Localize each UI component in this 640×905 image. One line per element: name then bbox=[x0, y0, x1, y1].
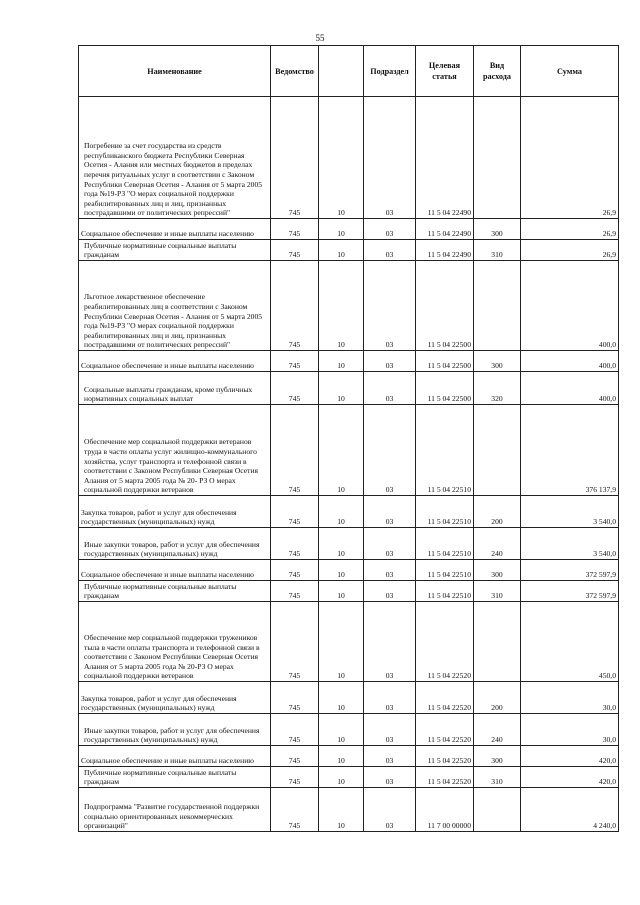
row-razdel: 10 bbox=[319, 714, 364, 746]
row-sum: 400,0 bbox=[521, 372, 619, 405]
row-razdel: 10 bbox=[319, 261, 364, 351]
row-sum: 26,9 bbox=[521, 219, 619, 240]
row-subsection: 03 bbox=[364, 405, 416, 496]
row-sum: 3 540,0 bbox=[521, 528, 619, 560]
row-razdel: 10 bbox=[319, 767, 364, 788]
row-target: 11 5 04 22490 bbox=[416, 219, 474, 240]
row-name: Социальные выплаты гражданам, кроме публичных нормативных социальных выплат bbox=[79, 372, 271, 405]
row-name: Иные закупки товаров, работ и услуг для обеспечения государственных (муниципальных) нужд bbox=[79, 528, 271, 560]
row-name: Обеспечение мер социальной поддержки ветеранов труда в части оплаты услуг жилищно-коммунального хозяйства, услуг транспорта и телефонной связи в соответствии с Законом Республики Северная Осетия Алания от 5 марта 2005 года № 20- РЗ О мерах социальной поддержки ветеранов bbox=[79, 405, 271, 496]
row-subsection: 03 bbox=[364, 528, 416, 560]
row-vid bbox=[474, 788, 521, 832]
row-dept: 745 bbox=[271, 682, 319, 714]
row-razdel: 10 bbox=[319, 496, 364, 528]
row-dept: 745 bbox=[271, 261, 319, 351]
row-dept: 745 bbox=[271, 97, 319, 219]
row-target: 11 5 04 22500 bbox=[416, 372, 474, 405]
table-row bbox=[79, 372, 619, 405]
row-subsection: 03 bbox=[364, 560, 416, 581]
row-name: Социальное обеспечение и иные выплаты населению bbox=[79, 219, 271, 240]
row-subsection: 03 bbox=[364, 714, 416, 746]
page-number: 55 bbox=[315, 33, 325, 43]
table-row bbox=[79, 97, 619, 219]
header-subsection: Подраздел bbox=[364, 46, 416, 97]
header-dept: Ведомство bbox=[271, 46, 319, 97]
row-subsection: 03 bbox=[364, 682, 416, 714]
table-row bbox=[79, 351, 619, 372]
row-vid: 320 bbox=[474, 372, 521, 405]
row-razdel: 10 bbox=[319, 560, 364, 581]
row-subsection: 03 bbox=[364, 602, 416, 682]
row-vid: 300 bbox=[474, 560, 521, 581]
row-subsection: 03 bbox=[364, 767, 416, 788]
row-vid bbox=[474, 261, 521, 351]
row-target: 11 5 04 22510 bbox=[416, 528, 474, 560]
row-dept: 745 bbox=[271, 581, 319, 602]
row-vid bbox=[474, 602, 521, 682]
row-dept: 745 bbox=[271, 496, 319, 528]
row-razdel: 10 bbox=[319, 240, 364, 261]
row-target: 11 5 04 22520 bbox=[416, 602, 474, 682]
row-target: 11 5 04 22510 bbox=[416, 560, 474, 581]
row-dept: 745 bbox=[271, 767, 319, 788]
table-body bbox=[79, 97, 619, 832]
row-razdel: 10 bbox=[319, 97, 364, 219]
row-vid: 300 bbox=[474, 219, 521, 240]
row-vid: 300 bbox=[474, 351, 521, 372]
header-razdel bbox=[319, 46, 364, 97]
row-dept: 745 bbox=[271, 788, 319, 832]
row-target: 11 5 04 22500 bbox=[416, 351, 474, 372]
row-name: Социальное обеспечение и иные выплаты населению bbox=[79, 560, 271, 581]
row-vid bbox=[474, 97, 521, 219]
row-target: 11 5 04 22500 bbox=[416, 261, 474, 351]
row-dept: 745 bbox=[271, 602, 319, 682]
row-target: 11 5 04 22490 bbox=[416, 240, 474, 261]
row-razdel: 10 bbox=[319, 351, 364, 372]
row-subsection: 03 bbox=[364, 372, 416, 405]
header-vid: Вид расхода bbox=[474, 46, 521, 97]
row-name: Погребение за счет государства из средств республиканского бюджета Республики Северная Осетия - Алания или местных бюджетов в пределах перечня ритуальных услуг в соответствии с Законом Республики Северная Осетия - Алания от 5 марта 2005 года №19-РЗ "О мерах социальной поддержки реабилитированных лиц и лиц, признанных пострадавшими от политических репрессий" bbox=[79, 97, 271, 219]
row-razdel: 10 bbox=[319, 682, 364, 714]
row-target: 11 5 04 22510 bbox=[416, 496, 474, 528]
row-razdel: 10 bbox=[319, 405, 364, 496]
row-name: Публичные нормативные социальные выплаты гражданам bbox=[79, 240, 271, 261]
row-razdel: 10 bbox=[319, 219, 364, 240]
row-target: 11 5 04 22520 bbox=[416, 714, 474, 746]
row-sum: 26,9 bbox=[521, 97, 619, 219]
row-sum: 400,0 bbox=[521, 351, 619, 372]
row-subsection: 03 bbox=[364, 581, 416, 602]
row-name: Закупка товаров, работ и услуг для обеспечения государственных (муниципальных) нужд bbox=[79, 682, 271, 714]
row-name: Публичные нормативные социальные выплаты гражданам bbox=[79, 767, 271, 788]
row-name: Подпрограмма "Развитие государственной поддержки социально ориентированных некоммерческих организаций" bbox=[79, 788, 271, 832]
row-sum: 420,0 bbox=[521, 767, 619, 788]
row-vid: 200 bbox=[474, 682, 521, 714]
row-target: 11 5 04 22490 bbox=[416, 97, 474, 219]
row-razdel: 10 bbox=[319, 746, 364, 767]
row-subsection: 03 bbox=[364, 219, 416, 240]
row-name: Льготное лекарственное обеспечение реабилитированных лиц в соответствии с Законом Республики Северная Осетия - Алания от 5 марта 2005 года №19-РЗ "О мерах социальной поддержки реабилитированных лиц и лиц, признанных пострадавшими от политических репрессий" bbox=[79, 261, 271, 351]
row-dept: 745 bbox=[271, 372, 319, 405]
header-name: Наименование bbox=[79, 46, 271, 97]
row-name: Обеспечение мер социальной поддержки тружеников тыла в части оплаты транспорта и телефонной связи в соответствии с Законом Республики Северная Осетия Алания от 5 марта 2005 года № 20-РЗ О мерах социальной поддержки ветеранов bbox=[79, 602, 271, 682]
row-vid bbox=[474, 405, 521, 496]
table-row bbox=[79, 496, 619, 528]
row-name: Закупка товаров, работ и услуг для обеспечения государственных (муниципальных) нужд bbox=[79, 496, 271, 528]
table-row bbox=[79, 528, 619, 560]
table-row bbox=[79, 788, 619, 832]
budget-table bbox=[78, 45, 619, 832]
table-row bbox=[79, 240, 619, 261]
row-vid: 310 bbox=[474, 240, 521, 261]
table-row bbox=[79, 219, 619, 240]
row-dept: 745 bbox=[271, 746, 319, 767]
row-dept: 745 bbox=[271, 560, 319, 581]
row-sum: 450,0 bbox=[521, 602, 619, 682]
row-razdel: 10 bbox=[319, 372, 364, 405]
row-razdel: 10 bbox=[319, 581, 364, 602]
row-name: Публичные нормативные социальные выплаты гражданам bbox=[79, 581, 271, 602]
header-target: Целевая статья bbox=[416, 46, 474, 97]
row-target: 11 5 04 22520 bbox=[416, 682, 474, 714]
row-dept: 745 bbox=[271, 240, 319, 261]
row-target: 11 5 04 22520 bbox=[416, 767, 474, 788]
table-row bbox=[79, 746, 619, 767]
row-subsection: 03 bbox=[364, 240, 416, 261]
row-subsection: 03 bbox=[364, 788, 416, 832]
row-target: 11 5 04 22510 bbox=[416, 405, 474, 496]
row-sum: 376 137,9 bbox=[521, 405, 619, 496]
row-sum: 372 597,9 bbox=[521, 581, 619, 602]
row-subsection: 03 bbox=[364, 261, 416, 351]
row-sum: 26,9 bbox=[521, 240, 619, 261]
table-row bbox=[79, 767, 619, 788]
row-sum: 30,0 bbox=[521, 714, 619, 746]
row-razdel: 10 bbox=[319, 602, 364, 682]
row-sum: 400,0 bbox=[521, 261, 619, 351]
row-sum: 30,0 bbox=[521, 682, 619, 714]
table-row bbox=[79, 602, 619, 682]
row-name: Социальное обеспечение и иные выплаты населению bbox=[79, 351, 271, 372]
row-vid: 310 bbox=[474, 581, 521, 602]
row-razdel: 10 bbox=[319, 528, 364, 560]
table-row bbox=[79, 560, 619, 581]
row-name: Социальное обеспечение и иные выплаты населению bbox=[79, 746, 271, 767]
table-row bbox=[79, 581, 619, 602]
row-vid: 310 bbox=[474, 767, 521, 788]
row-target: 11 7 00 00000 bbox=[416, 788, 474, 832]
row-sum: 3 540,0 bbox=[521, 496, 619, 528]
row-target: 11 5 04 22510 bbox=[416, 581, 474, 602]
row-dept: 745 bbox=[271, 528, 319, 560]
row-vid: 240 bbox=[474, 714, 521, 746]
row-razdel: 10 bbox=[319, 788, 364, 832]
row-subsection: 03 bbox=[364, 97, 416, 219]
row-subsection: 03 bbox=[364, 496, 416, 528]
table-row bbox=[79, 714, 619, 746]
row-vid: 240 bbox=[474, 528, 521, 560]
row-dept: 745 bbox=[271, 351, 319, 372]
row-vid: 200 bbox=[474, 496, 521, 528]
table-row bbox=[79, 682, 619, 714]
row-dept: 745 bbox=[271, 714, 319, 746]
header-sum: Сумма bbox=[521, 46, 619, 97]
row-name: Иные закупки товаров, работ и услуг для обеспечения государственных (муниципальных) нужд bbox=[79, 714, 271, 746]
row-target: 11 5 04 22520 bbox=[416, 746, 474, 767]
table-row bbox=[79, 261, 619, 351]
row-sum: 4 240,0 bbox=[521, 788, 619, 832]
row-sum: 420,0 bbox=[521, 746, 619, 767]
row-sum: 372 597,9 bbox=[521, 560, 619, 581]
row-vid: 300 bbox=[474, 746, 521, 767]
row-dept: 745 bbox=[271, 219, 319, 240]
row-subsection: 03 bbox=[364, 351, 416, 372]
table-header-row bbox=[79, 46, 619, 97]
row-subsection: 03 bbox=[364, 746, 416, 767]
row-dept: 745 bbox=[271, 405, 319, 496]
table-row bbox=[79, 405, 619, 496]
